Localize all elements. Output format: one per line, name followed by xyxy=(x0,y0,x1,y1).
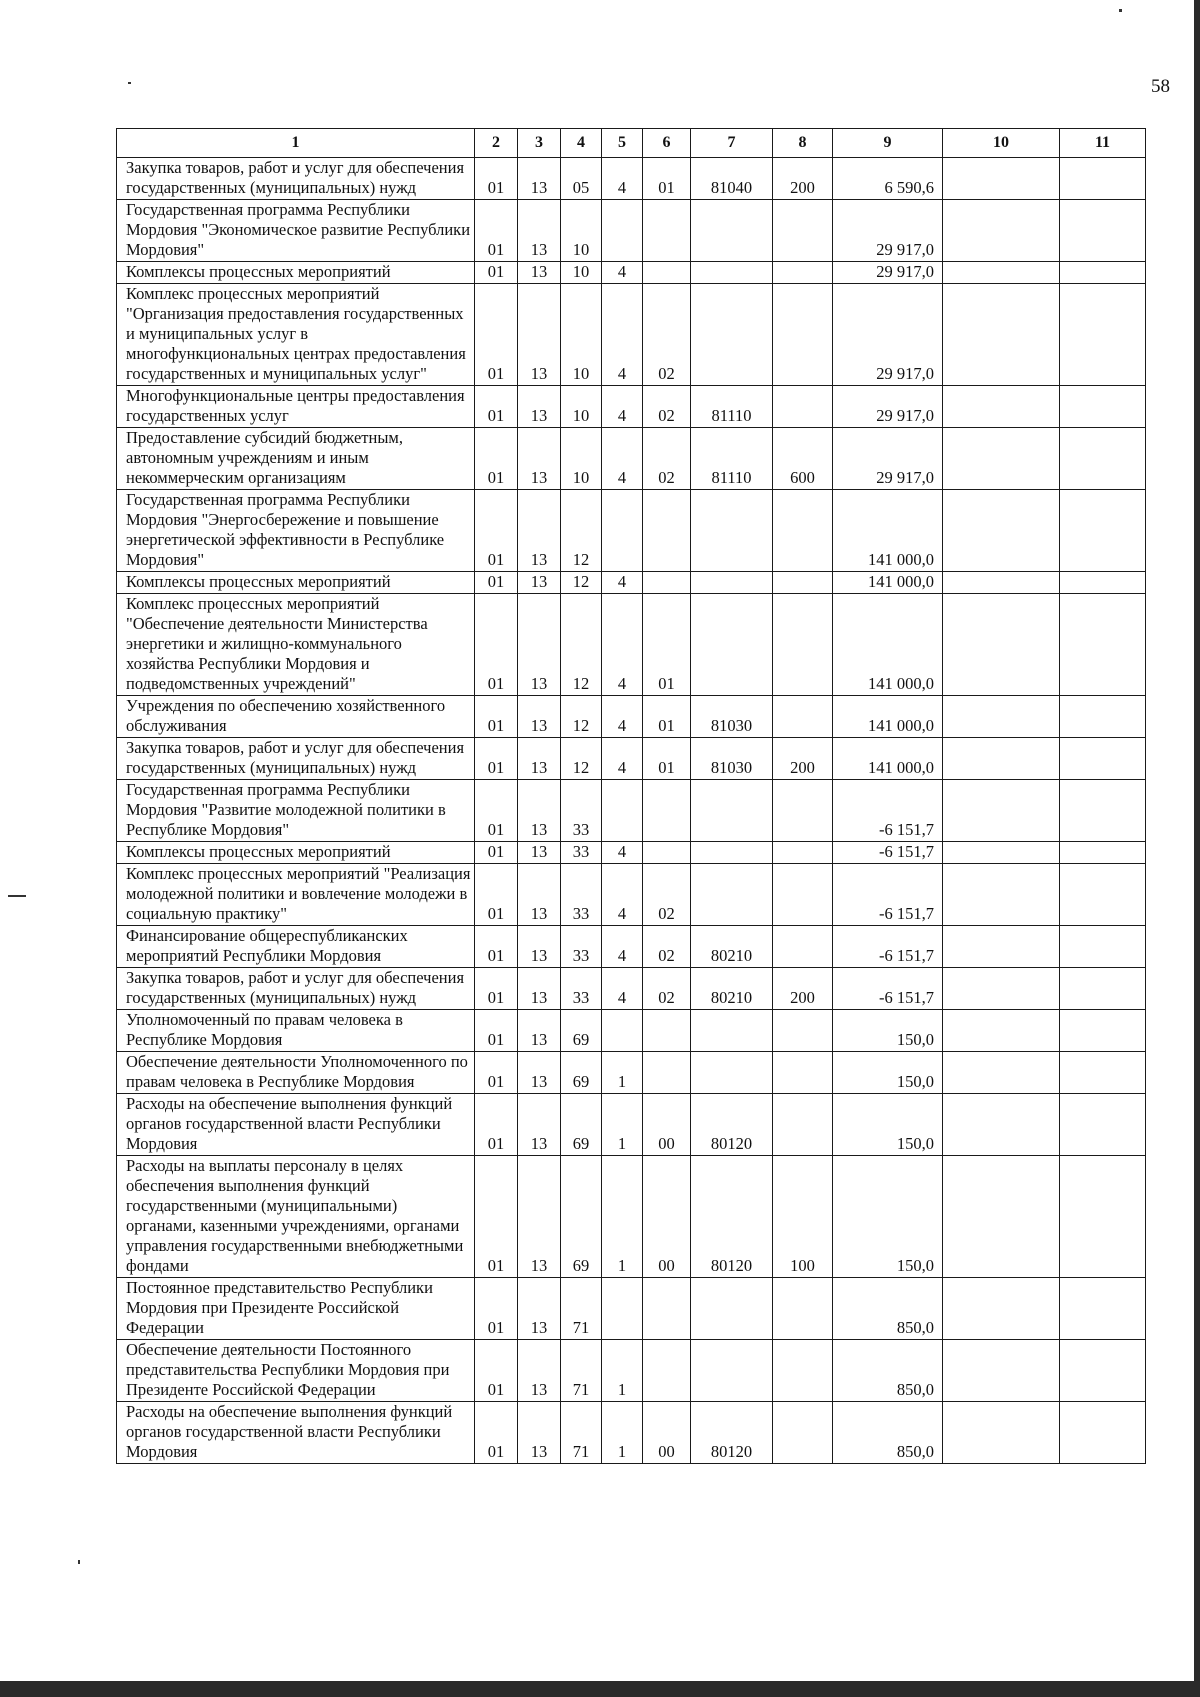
col-10-cell xyxy=(943,200,1060,262)
code-col-2: 01 xyxy=(475,780,518,842)
code-col-3: 13 xyxy=(518,1156,561,1278)
code-col-7 xyxy=(691,490,773,572)
code-col-6: 02 xyxy=(643,926,691,968)
code-col-2: 01 xyxy=(475,158,518,200)
amount-value: -6 151,7 xyxy=(833,968,943,1010)
code-col-3: 13 xyxy=(518,1010,561,1052)
code-col-7: 80120 xyxy=(691,1402,773,1464)
code-col-8 xyxy=(773,1402,833,1464)
code-col-6: 02 xyxy=(643,284,691,386)
amount-value: 141 000,0 xyxy=(833,738,943,780)
code-col-7 xyxy=(691,594,773,696)
amount-value: 141 000,0 xyxy=(833,594,943,696)
code-col-4: 10 xyxy=(561,262,602,284)
col-11-cell xyxy=(1060,386,1146,428)
code-col-8 xyxy=(773,842,833,864)
code-col-7 xyxy=(691,200,773,262)
code-col-2: 01 xyxy=(475,386,518,428)
code-col-7: 81030 xyxy=(691,696,773,738)
code-col-2: 01 xyxy=(475,200,518,262)
col-10-cell xyxy=(943,864,1060,926)
amount-value: 29 917,0 xyxy=(833,386,943,428)
code-col-7: 80210 xyxy=(691,926,773,968)
code-col-6 xyxy=(643,1052,691,1094)
code-col-8: 200 xyxy=(773,158,833,200)
table-row xyxy=(117,842,1146,864)
code-col-8 xyxy=(773,864,833,926)
row-name: Расходы на обеспечение выполнения функций органов государственной власти Республики Мордовия xyxy=(117,1094,475,1156)
code-col-5: 4 xyxy=(602,594,643,696)
column-header-11: 11 xyxy=(1060,129,1146,158)
col-11-cell xyxy=(1060,1402,1146,1464)
code-col-8 xyxy=(773,926,833,968)
col-10-cell xyxy=(943,428,1060,490)
code-col-6: 02 xyxy=(643,864,691,926)
code-col-2: 01 xyxy=(475,1052,518,1094)
col-10-cell xyxy=(943,1094,1060,1156)
code-col-5 xyxy=(602,200,643,262)
code-col-4: 71 xyxy=(561,1402,602,1464)
code-col-6: 01 xyxy=(643,696,691,738)
code-col-5: 4 xyxy=(602,572,643,594)
code-col-3: 13 xyxy=(518,572,561,594)
column-header-9: 9 xyxy=(833,129,943,158)
code-col-5: 4 xyxy=(602,696,643,738)
code-col-2: 01 xyxy=(475,864,518,926)
row-name: Государственная программа Республики Мордовия "Развитие молодежной политики в Республике Мордовия" xyxy=(117,780,475,842)
code-col-4: 12 xyxy=(561,594,602,696)
code-col-4: 33 xyxy=(561,864,602,926)
col-11-cell xyxy=(1060,428,1146,490)
code-col-3: 13 xyxy=(518,386,561,428)
code-col-3: 13 xyxy=(518,158,561,200)
scan-border-right xyxy=(1194,0,1200,1697)
col-10-cell xyxy=(943,1010,1060,1052)
table-row xyxy=(117,1156,1146,1278)
code-col-8 xyxy=(773,696,833,738)
code-col-3: 13 xyxy=(518,1340,561,1402)
code-col-2: 01 xyxy=(475,284,518,386)
table-body xyxy=(117,158,1146,1464)
code-col-6: 01 xyxy=(643,738,691,780)
code-col-4: 10 xyxy=(561,428,602,490)
table-row xyxy=(117,1052,1146,1094)
col-11-cell xyxy=(1060,842,1146,864)
code-col-3: 13 xyxy=(518,284,561,386)
col-11-cell xyxy=(1060,926,1146,968)
amount-value: 150,0 xyxy=(833,1094,943,1156)
col-10-cell xyxy=(943,1402,1060,1464)
code-col-4: 69 xyxy=(561,1156,602,1278)
code-col-5: 1 xyxy=(602,1094,643,1156)
col-10-cell xyxy=(943,1052,1060,1094)
table-row xyxy=(117,780,1146,842)
row-name: Закупка товаров, работ и услуг для обеспечения государственных (муниципальных) нужд xyxy=(117,968,475,1010)
column-header-6: 6 xyxy=(643,129,691,158)
table-row xyxy=(117,738,1146,780)
code-col-8: 200 xyxy=(773,738,833,780)
table-row xyxy=(117,968,1146,1010)
code-col-6: 00 xyxy=(643,1156,691,1278)
code-col-6 xyxy=(643,1340,691,1402)
row-name: Комплекс процессных мероприятий "Обеспечение деятельности Министерства энергетики и жилищно-коммунального хозяйства Республики Мордовия и подведомственных учреждений" xyxy=(117,594,475,696)
table-row xyxy=(117,1094,1146,1156)
code-col-3: 13 xyxy=(518,594,561,696)
code-col-8 xyxy=(773,1010,833,1052)
col-10-cell xyxy=(943,594,1060,696)
code-col-7: 81110 xyxy=(691,386,773,428)
code-col-8 xyxy=(773,780,833,842)
code-col-8 xyxy=(773,386,833,428)
code-col-4: 12 xyxy=(561,738,602,780)
col-11-cell xyxy=(1060,696,1146,738)
code-col-2: 01 xyxy=(475,968,518,1010)
code-col-7 xyxy=(691,1340,773,1402)
code-col-7 xyxy=(691,864,773,926)
code-col-5 xyxy=(602,1010,643,1052)
code-col-2: 01 xyxy=(475,490,518,572)
code-col-4: 33 xyxy=(561,926,602,968)
col-11-cell xyxy=(1060,968,1146,1010)
amount-value: 150,0 xyxy=(833,1156,943,1278)
table-row xyxy=(117,386,1146,428)
amount-value: 150,0 xyxy=(833,1010,943,1052)
code-col-6 xyxy=(643,572,691,594)
code-col-4: 69 xyxy=(561,1010,602,1052)
row-name: Закупка товаров, работ и услуг для обеспечения государственных (муниципальных) нужд xyxy=(117,738,475,780)
code-col-7 xyxy=(691,780,773,842)
col-11-cell xyxy=(1060,158,1146,200)
col-10-cell xyxy=(943,1278,1060,1340)
code-col-3: 13 xyxy=(518,696,561,738)
header-row xyxy=(117,129,1146,158)
col-10-cell xyxy=(943,262,1060,284)
col-11-cell xyxy=(1060,572,1146,594)
code-col-3: 13 xyxy=(518,738,561,780)
code-col-3: 13 xyxy=(518,262,561,284)
amount-value: 141 000,0 xyxy=(833,490,943,572)
col-10-cell xyxy=(943,386,1060,428)
col-10-cell xyxy=(943,926,1060,968)
col-11-cell xyxy=(1060,738,1146,780)
table-row xyxy=(117,696,1146,738)
table-row xyxy=(117,572,1146,594)
amount-value: 6 590,6 xyxy=(833,158,943,200)
table-row xyxy=(117,428,1146,490)
column-header-8: 8 xyxy=(773,129,833,158)
code-col-5: 1 xyxy=(602,1402,643,1464)
code-col-6 xyxy=(643,1278,691,1340)
row-name: Комплексы процессных мероприятий xyxy=(117,842,475,864)
code-col-2: 01 xyxy=(475,572,518,594)
code-col-7: 80120 xyxy=(691,1156,773,1278)
amount-value: 29 917,0 xyxy=(833,284,943,386)
col-11-cell xyxy=(1060,1340,1146,1402)
code-col-3: 13 xyxy=(518,842,561,864)
code-col-7 xyxy=(691,1010,773,1052)
table-row xyxy=(117,926,1146,968)
col-11-cell xyxy=(1060,1010,1146,1052)
col-11-cell xyxy=(1060,490,1146,572)
table-row xyxy=(117,1402,1146,1464)
table-row xyxy=(117,1340,1146,1402)
table-row xyxy=(117,158,1146,200)
column-header-7: 7 xyxy=(691,129,773,158)
code-col-7 xyxy=(691,262,773,284)
code-col-6: 01 xyxy=(643,594,691,696)
code-col-3: 13 xyxy=(518,926,561,968)
code-col-2: 01 xyxy=(475,842,518,864)
code-col-5: 4 xyxy=(602,158,643,200)
code-col-5 xyxy=(602,780,643,842)
code-col-2: 01 xyxy=(475,1094,518,1156)
code-col-8 xyxy=(773,1340,833,1402)
code-col-3: 13 xyxy=(518,1052,561,1094)
row-name: Государственная программа Республики Мордовия "Экономическое развитие Республики Мордовия" xyxy=(117,200,475,262)
code-col-8 xyxy=(773,594,833,696)
scan-speck xyxy=(128,82,131,84)
col-11-cell xyxy=(1060,1156,1146,1278)
row-name: Уполномоченный по правам человека в Республике Мордовия xyxy=(117,1010,475,1052)
code-col-5: 4 xyxy=(602,842,643,864)
column-header-4: 4 xyxy=(561,129,602,158)
row-name: Комплексы процессных мероприятий xyxy=(117,262,475,284)
col-11-cell xyxy=(1060,1094,1146,1156)
code-col-6 xyxy=(643,200,691,262)
code-col-3: 13 xyxy=(518,968,561,1010)
col-10-cell xyxy=(943,158,1060,200)
code-col-3: 13 xyxy=(518,1402,561,1464)
code-col-2: 01 xyxy=(475,594,518,696)
table-row xyxy=(117,1278,1146,1340)
col-10-cell xyxy=(943,490,1060,572)
code-col-5: 4 xyxy=(602,284,643,386)
amount-value: -6 151,7 xyxy=(833,926,943,968)
code-col-6 xyxy=(643,262,691,284)
code-col-6 xyxy=(643,842,691,864)
row-name: Обеспечение деятельности Постоянного представительства Республики Мордовия при Президенте Российской Федерации xyxy=(117,1340,475,1402)
col-11-cell xyxy=(1060,780,1146,842)
code-col-5: 1 xyxy=(602,1156,643,1278)
amount-value: 141 000,0 xyxy=(833,572,943,594)
table-row xyxy=(117,262,1146,284)
code-col-8 xyxy=(773,572,833,594)
col-11-cell xyxy=(1060,1278,1146,1340)
code-col-7: 80120 xyxy=(691,1094,773,1156)
code-col-6: 01 xyxy=(643,158,691,200)
amount-value: -6 151,7 xyxy=(833,864,943,926)
code-col-8 xyxy=(773,1094,833,1156)
col-10-cell xyxy=(943,696,1060,738)
code-col-7: 81030 xyxy=(691,738,773,780)
table-row xyxy=(117,490,1146,572)
page-number: 58 xyxy=(1151,76,1170,97)
column-header-1: 1 xyxy=(117,129,475,158)
code-col-4: 71 xyxy=(561,1278,602,1340)
code-col-6: 00 xyxy=(643,1094,691,1156)
amount-value: 150,0 xyxy=(833,1052,943,1094)
code-col-4: 69 xyxy=(561,1052,602,1094)
amount-value: 850,0 xyxy=(833,1278,943,1340)
row-name: Комплекс процессных мероприятий "Организация предоставления государственных и муниципальных услуг в многофункциональных центрах предоставления государственных и муниципальных услуг" xyxy=(117,284,475,386)
code-col-2: 01 xyxy=(475,1010,518,1052)
col-10-cell xyxy=(943,968,1060,1010)
code-col-3: 13 xyxy=(518,428,561,490)
amount-value: -6 151,7 xyxy=(833,842,943,864)
amount-value: 29 917,0 xyxy=(833,428,943,490)
code-col-7 xyxy=(691,572,773,594)
row-name: Предоставление субсидий бюджетным, автономным учреждениям и иным некоммерческим организациям xyxy=(117,428,475,490)
code-col-4: 10 xyxy=(561,284,602,386)
col-10-cell xyxy=(943,738,1060,780)
col-10-cell xyxy=(943,572,1060,594)
budget-table xyxy=(116,128,1146,1464)
amount-value: -6 151,7 xyxy=(833,780,943,842)
code-col-4: 12 xyxy=(561,490,602,572)
code-col-6 xyxy=(643,490,691,572)
col-10-cell xyxy=(943,842,1060,864)
col-10-cell xyxy=(943,1156,1060,1278)
code-col-5: 4 xyxy=(602,738,643,780)
code-col-5 xyxy=(602,1278,643,1340)
row-name: Расходы на выплаты персоналу в целях обеспечения выполнения функций государственными (муниципальными) органами, казенными учреждениями, органами управления государственными внебюджетными фондами xyxy=(117,1156,475,1278)
code-col-6: 02 xyxy=(643,968,691,1010)
code-col-5: 4 xyxy=(602,428,643,490)
code-col-6: 02 xyxy=(643,386,691,428)
col-10-cell xyxy=(943,284,1060,386)
code-col-2: 01 xyxy=(475,738,518,780)
row-name: Комплексы процессных мероприятий xyxy=(117,572,475,594)
amount-value: 850,0 xyxy=(833,1340,943,1402)
code-col-4: 33 xyxy=(561,780,602,842)
code-col-3: 13 xyxy=(518,780,561,842)
code-col-8 xyxy=(773,284,833,386)
col-11-cell xyxy=(1060,262,1146,284)
row-name: Закупка товаров, работ и услуг для обеспечения государственных (муниципальных) нужд xyxy=(117,158,475,200)
code-col-8 xyxy=(773,262,833,284)
row-name: Обеспечение деятельности Уполномоченного по правам человека в Республике Мордовия xyxy=(117,1052,475,1094)
code-col-5: 4 xyxy=(602,926,643,968)
row-name: Расходы на обеспечение выполнения функций органов государственной власти Республики Мордовия xyxy=(117,1402,475,1464)
column-header-5: 5 xyxy=(602,129,643,158)
code-col-2: 01 xyxy=(475,696,518,738)
code-col-6 xyxy=(643,780,691,842)
code-col-3: 13 xyxy=(518,200,561,262)
amount-value: 29 917,0 xyxy=(833,200,943,262)
table-row xyxy=(117,1010,1146,1052)
table-row xyxy=(117,284,1146,386)
code-col-8 xyxy=(773,1052,833,1094)
code-col-8: 600 xyxy=(773,428,833,490)
code-col-8: 200 xyxy=(773,968,833,1010)
code-col-2: 01 xyxy=(475,1156,518,1278)
code-col-7: 80210 xyxy=(691,968,773,1010)
code-col-7 xyxy=(691,1052,773,1094)
code-col-5: 4 xyxy=(602,262,643,284)
code-col-7 xyxy=(691,284,773,386)
code-col-7 xyxy=(691,842,773,864)
code-col-6: 02 xyxy=(643,428,691,490)
scan-border-bottom xyxy=(0,1681,1200,1697)
code-col-7 xyxy=(691,1278,773,1340)
table-row xyxy=(117,594,1146,696)
row-name: Финансирование общереспубликанских мероприятий Республики Мордовия xyxy=(117,926,475,968)
code-col-8 xyxy=(773,1278,833,1340)
code-col-5: 1 xyxy=(602,1052,643,1094)
scan-speck xyxy=(78,1560,80,1564)
column-header-10: 10 xyxy=(943,129,1060,158)
code-col-3: 13 xyxy=(518,490,561,572)
col-11-cell xyxy=(1060,1052,1146,1094)
code-col-7: 81110 xyxy=(691,428,773,490)
row-name: Постоянное представительство Республики Мордовия при Президенте Российской Федерации xyxy=(117,1278,475,1340)
code-col-2: 01 xyxy=(475,1340,518,1402)
code-col-8 xyxy=(773,200,833,262)
code-col-4: 33 xyxy=(561,842,602,864)
scan-speck xyxy=(1119,9,1122,12)
code-col-4: 33 xyxy=(561,968,602,1010)
code-col-4: 12 xyxy=(561,572,602,594)
code-col-4: 12 xyxy=(561,696,602,738)
column-header-2: 2 xyxy=(475,129,518,158)
col-10-cell xyxy=(943,1340,1060,1402)
code-col-4: 10 xyxy=(561,386,602,428)
code-col-5: 4 xyxy=(602,864,643,926)
code-col-2: 01 xyxy=(475,262,518,284)
code-col-5: 1 xyxy=(602,1340,643,1402)
table-header xyxy=(117,129,1146,158)
row-name: Учреждения по обеспечению хозяйственного обслуживания xyxy=(117,696,475,738)
code-col-4: 71 xyxy=(561,1340,602,1402)
code-col-2: 01 xyxy=(475,1278,518,1340)
table-row xyxy=(117,200,1146,262)
row-name: Комплекс процессных мероприятий "Реализация молодежной политики и вовлечение молодежи в социальную практику" xyxy=(117,864,475,926)
scan-dash xyxy=(8,895,26,897)
code-col-4: 69 xyxy=(561,1094,602,1156)
amount-value: 29 917,0 xyxy=(833,262,943,284)
amount-value: 141 000,0 xyxy=(833,696,943,738)
code-col-5 xyxy=(602,490,643,572)
code-col-2: 01 xyxy=(475,926,518,968)
code-col-8: 100 xyxy=(773,1156,833,1278)
col-11-cell xyxy=(1060,284,1146,386)
column-header-3: 3 xyxy=(518,129,561,158)
code-col-3: 13 xyxy=(518,1094,561,1156)
code-col-3: 13 xyxy=(518,1278,561,1340)
code-col-4: 05 xyxy=(561,158,602,200)
code-col-3: 13 xyxy=(518,864,561,926)
col-11-cell xyxy=(1060,864,1146,926)
row-name: Государственная программа Республики Мордовия "Энергосбережение и повышение энергетической эффективности в Республике Мордовия" xyxy=(117,490,475,572)
code-col-6 xyxy=(643,1010,691,1052)
code-col-7: 81040 xyxy=(691,158,773,200)
code-col-2: 01 xyxy=(475,428,518,490)
table-row xyxy=(117,864,1146,926)
code-col-6: 00 xyxy=(643,1402,691,1464)
col-11-cell xyxy=(1060,594,1146,696)
code-col-8 xyxy=(773,490,833,572)
amount-value: 850,0 xyxy=(833,1402,943,1464)
row-name: Многофункциональные центры предоставления государственных услуг xyxy=(117,386,475,428)
code-col-5: 4 xyxy=(602,386,643,428)
col-11-cell xyxy=(1060,200,1146,262)
code-col-5: 4 xyxy=(602,968,643,1010)
code-col-4: 10 xyxy=(561,200,602,262)
code-col-2: 01 xyxy=(475,1402,518,1464)
col-10-cell xyxy=(943,780,1060,842)
